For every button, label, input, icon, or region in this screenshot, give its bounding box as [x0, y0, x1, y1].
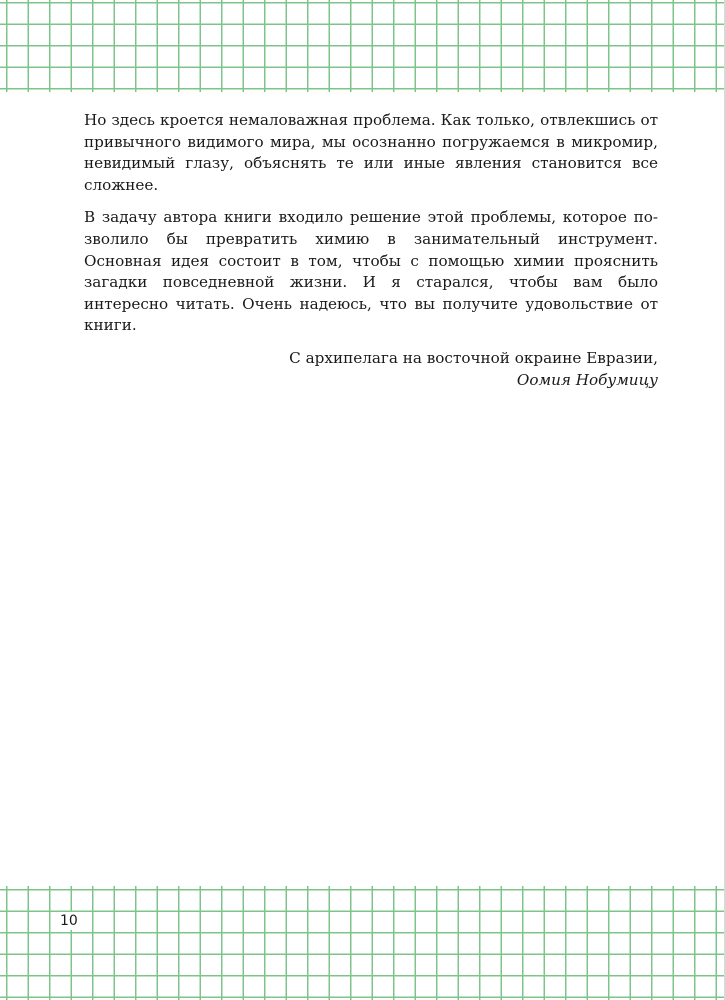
- paragraph-1: Но здесь кроется немаловажная проблема. Как только, отвлекшись от привычного видимого мира, мы осознанно погружаемся в микромир, невидимый глазу, объяснять те или иные явления становится все сложнее.: [84, 111, 658, 194]
- page-number: 10: [60, 913, 78, 929]
- signature-author: Оомия Нобумицу: [516, 370, 658, 389]
- signature-place: С архипелага на восточной окраине Евразии,: [289, 348, 658, 367]
- page-body: [84, 110, 658, 391]
- paragraph-2: В задачу автора книги входило решение этой проблемы, которое позволило бы превратить химию в занимательный инструмент. Основная идея состоит в том, чтобы с помощью химии прояснить загадки повседневной жизни. И я старался, чтобы вам было интересно читать. Очень надеюсь, что вы получите удовольствие от книги.: [84, 208, 658, 335]
- bottom-grid-decoration: [0, 886, 726, 1000]
- signature-block: [84, 348, 658, 391]
- top-grid-decoration: [0, 0, 726, 92]
